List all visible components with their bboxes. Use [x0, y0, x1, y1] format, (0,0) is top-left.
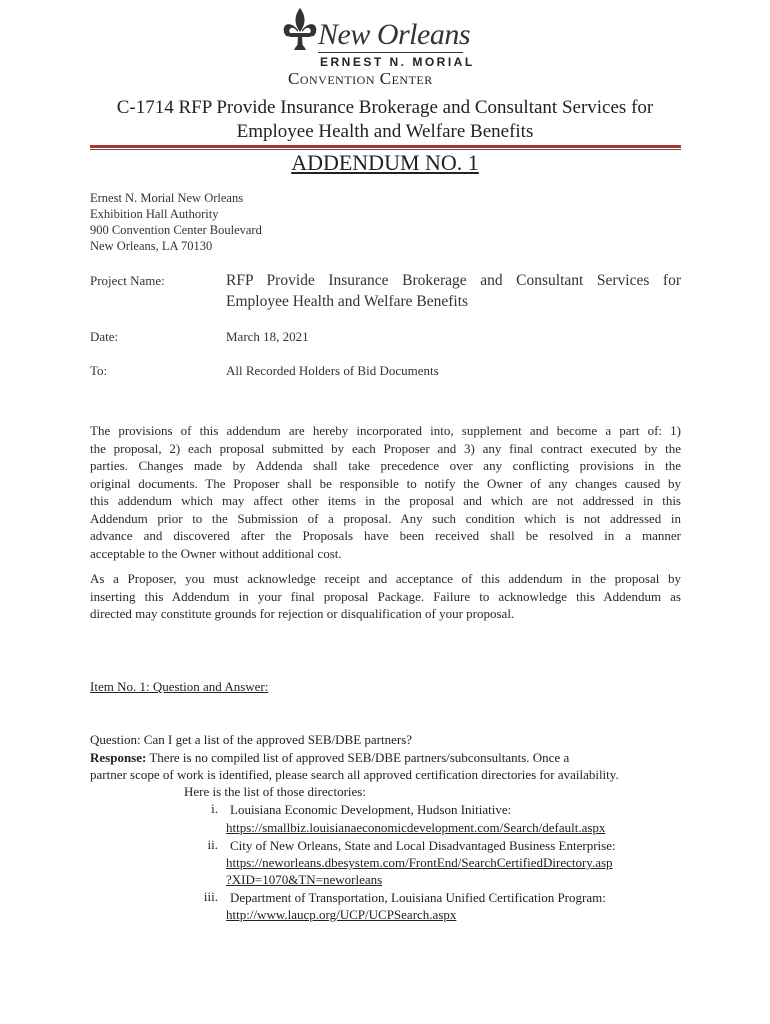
to-label: To: [90, 363, 108, 378]
paragraph-line: parties. Changes made by Addenda shall take precedence over any conflicting provisions in the [90, 458, 681, 473]
paragraph-line: the proposal, 2) each proposal submitted by each Proposer and 3) any final contract executed by the [90, 440, 681, 456]
directory-link-laucp[interactable]: http://www.laucp.org/UCP/UCPSearch.aspx [226, 907, 457, 922]
paragraph-line: advance and discovered after the Proposals have been received shall be resolved in a manner [90, 528, 681, 543]
directory-link-led[interactable]: https://smallbiz.louisianaeconomicdevelopment.com/Search/default.aspx [226, 820, 606, 835]
fleur-de-lis-icon [280, 6, 320, 54]
title-rule-red [90, 145, 681, 148]
directories-intro: Here is the list of those directories: [184, 784, 366, 799]
project-name-line-2: Employee Health and Welfare Benefits [226, 293, 469, 310]
date-label: Date: [90, 329, 119, 344]
provisions-paragraph [90, 422, 681, 562]
response-text: There is no compiled list of approved SEB/DBE partners/subconsultants. Once a [146, 749, 570, 765]
logo-center-text: Convention Center [288, 69, 433, 88]
title-line-1: C-1714 RFP Provide Insurance Brokerage and Consultant Services for [116, 97, 654, 118]
paragraph-line: acceptable to the Owner without additional cost. [90, 545, 342, 561]
owner-address [90, 190, 262, 254]
to-value: All Recorded Holders of Bid Documents [226, 363, 439, 378]
date-value: March 18, 2021 [226, 329, 309, 344]
project-name-value [226, 270, 681, 312]
directory-link-neworleans[interactable]: https://neworleans.dbesystem.com/FrontEnd/SearchCertifiedDirectory.asp [226, 855, 613, 870]
response-line-2: partner scope of work is identified, please search all approved certification directories for availability. [90, 767, 619, 782]
logo-script-text: New Orleans [318, 18, 470, 51]
paragraph-line: inserting this Addendum in your final proposal Package. Failure to acknowledge this Addendum as [90, 588, 681, 604]
convention-center-logo [280, 6, 475, 88]
acknowledge-paragraph [90, 570, 681, 623]
response-line-1 [90, 749, 681, 767]
addendum-heading: ADDENDUM NO. 1 [291, 150, 479, 175]
question-text: Question: Can I get a list of the approved SEB/DBE partners? [90, 732, 413, 747]
paragraph-line: original documents. The Proposer shall be responsible to notify the Owner of any changes caused by [90, 475, 681, 491]
directory-link-neworleans-cont[interactable]: ?XID=1070&TN=neworleans [226, 872, 383, 887]
directory-number: iii. [203, 889, 218, 904]
project-name-label: Project Name: [90, 273, 165, 288]
document-title [60, 96, 710, 144]
title-line-2: Employee Health and Welfare Benefits [236, 121, 534, 142]
directory-name: Department of Transportation, Louisiana Unified Certification Program: [230, 890, 606, 905]
paragraph-line: directed may constitute grounds for rejection or disqualification of your proposal. [90, 606, 515, 621]
response-label: Response: [90, 749, 147, 765]
address-line: Ernest N. Morial New Orleans [90, 191, 244, 205]
paragraph-line: this addendum which may affect other items in the proposal and which are not addressed in this [90, 493, 681, 508]
address-line: Exhibition Hall Authority [90, 207, 219, 221]
directory-number: i. [211, 801, 218, 816]
address-line: 900 Convention Center Boulevard [90, 223, 262, 237]
directory-number: ii. [207, 837, 218, 852]
logo-morial-text: ERNEST N. MORIAL [320, 55, 475, 69]
address-line: New Orleans, LA 70130 [90, 239, 213, 253]
paragraph-line: The provisions of this addendum are hereby incorporated into, supplement and become a part of: 1) [90, 423, 681, 438]
item-heading: Item No. 1: Question and Answer: [90, 679, 269, 694]
paragraph-line: Addendum prior to the Submission of a proposal. Any such condition which is not addressed in [90, 510, 681, 526]
question-answer-block [90, 731, 681, 784]
directory-name: City of New Orleans, State and Local Disadvantaged Business Enterprise: [230, 838, 616, 853]
directory-name: Louisiana Economic Development, Hudson Initiative: [230, 802, 512, 817]
logo-divider [318, 52, 463, 53]
paragraph-line: As a Proposer, you must acknowledge receipt and acceptance of this addendum in the proposal by [90, 571, 681, 586]
project-name-line-1: RFP Provide Insurance Brokerage and Consultant Services for [226, 272, 681, 289]
